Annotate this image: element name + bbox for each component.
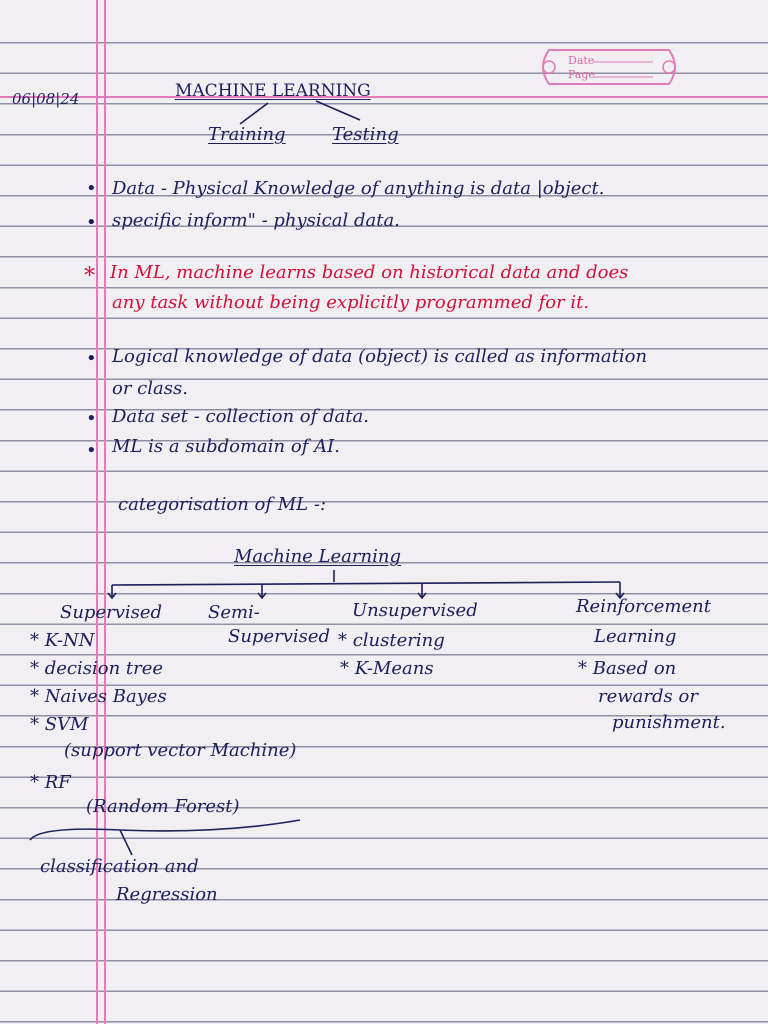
date-text: 06|08|24	[12, 90, 80, 108]
bullet-dot: •	[86, 348, 97, 369]
reinforcement-item-rewards: rewards or	[598, 686, 698, 707]
tree-reinforcement: Reinforcement	[576, 596, 711, 617]
training-label: Training	[208, 124, 286, 145]
supervised-item-rf: * RF	[30, 772, 71, 793]
bullet-dot: •	[86, 212, 97, 233]
supervised-item-svm: * SVM	[30, 714, 89, 735]
supervised-item-knn: * K-NN	[30, 630, 95, 651]
bullet-specific-info: specific inform" - physical data.	[112, 210, 400, 231]
classification-label: classification and	[40, 856, 199, 877]
supervised-item-decision-tree: * decision tree	[30, 658, 164, 679]
supervised-item-svm-expansion: (support vector Machine)	[64, 740, 297, 761]
tree-unsupervised: Unsupervised	[352, 600, 478, 621]
bullet-data-set: Data set - collection of data.	[112, 406, 369, 427]
supervised-item-naive-bayes: * Naives Bayes	[30, 686, 167, 707]
tree-reinforcement-line2: Learning	[594, 626, 677, 647]
bullet-dot: •	[86, 408, 97, 429]
unsupervised-item-kmeans: * K-Means	[340, 658, 434, 679]
bullet-dot: •	[86, 178, 97, 199]
reinforcement-item-punishment: punishment.	[612, 712, 726, 733]
bullet-logical-knowledge: Logical knowledge of data (object) is called as information	[112, 346, 648, 367]
unsupervised-item-clustering: * clustering	[338, 630, 445, 651]
supervised-item-rf-expansion: (Random Forest)	[86, 796, 240, 817]
page-title: MACHINE LEARNING	[175, 81, 371, 101]
stamp-date-label: Date	[568, 54, 595, 67]
categorisation-heading: categorisation of ML -:	[118, 494, 327, 515]
reinforcement-item-based-on: * Based on	[578, 658, 677, 679]
tree-root: Machine Learning	[234, 546, 401, 567]
tree-semi-line2: Supervised	[228, 626, 331, 647]
bullet-dot: •	[86, 440, 97, 461]
bullet-data-definition: Data - Physical Knowledge of anything is data |object.	[112, 178, 605, 199]
regression-label: Regression	[116, 884, 218, 905]
ml-definition-line1: In ML, machine learns based on historical data and does	[110, 262, 629, 283]
stamp-page-label: Page	[568, 68, 596, 81]
bullet-ml-subdomain: ML is a subdomain of AI.	[112, 436, 340, 457]
bullet-logical-knowledge-cont: or class.	[112, 378, 188, 399]
red-star: *	[84, 264, 95, 289]
ml-definition-line2: any task without being explicitly programmed for it.	[112, 292, 590, 313]
testing-label: Testing	[332, 124, 399, 145]
tree-semi-line1: Semi-	[208, 602, 260, 623]
tree-supervised: Supervised	[60, 602, 163, 623]
